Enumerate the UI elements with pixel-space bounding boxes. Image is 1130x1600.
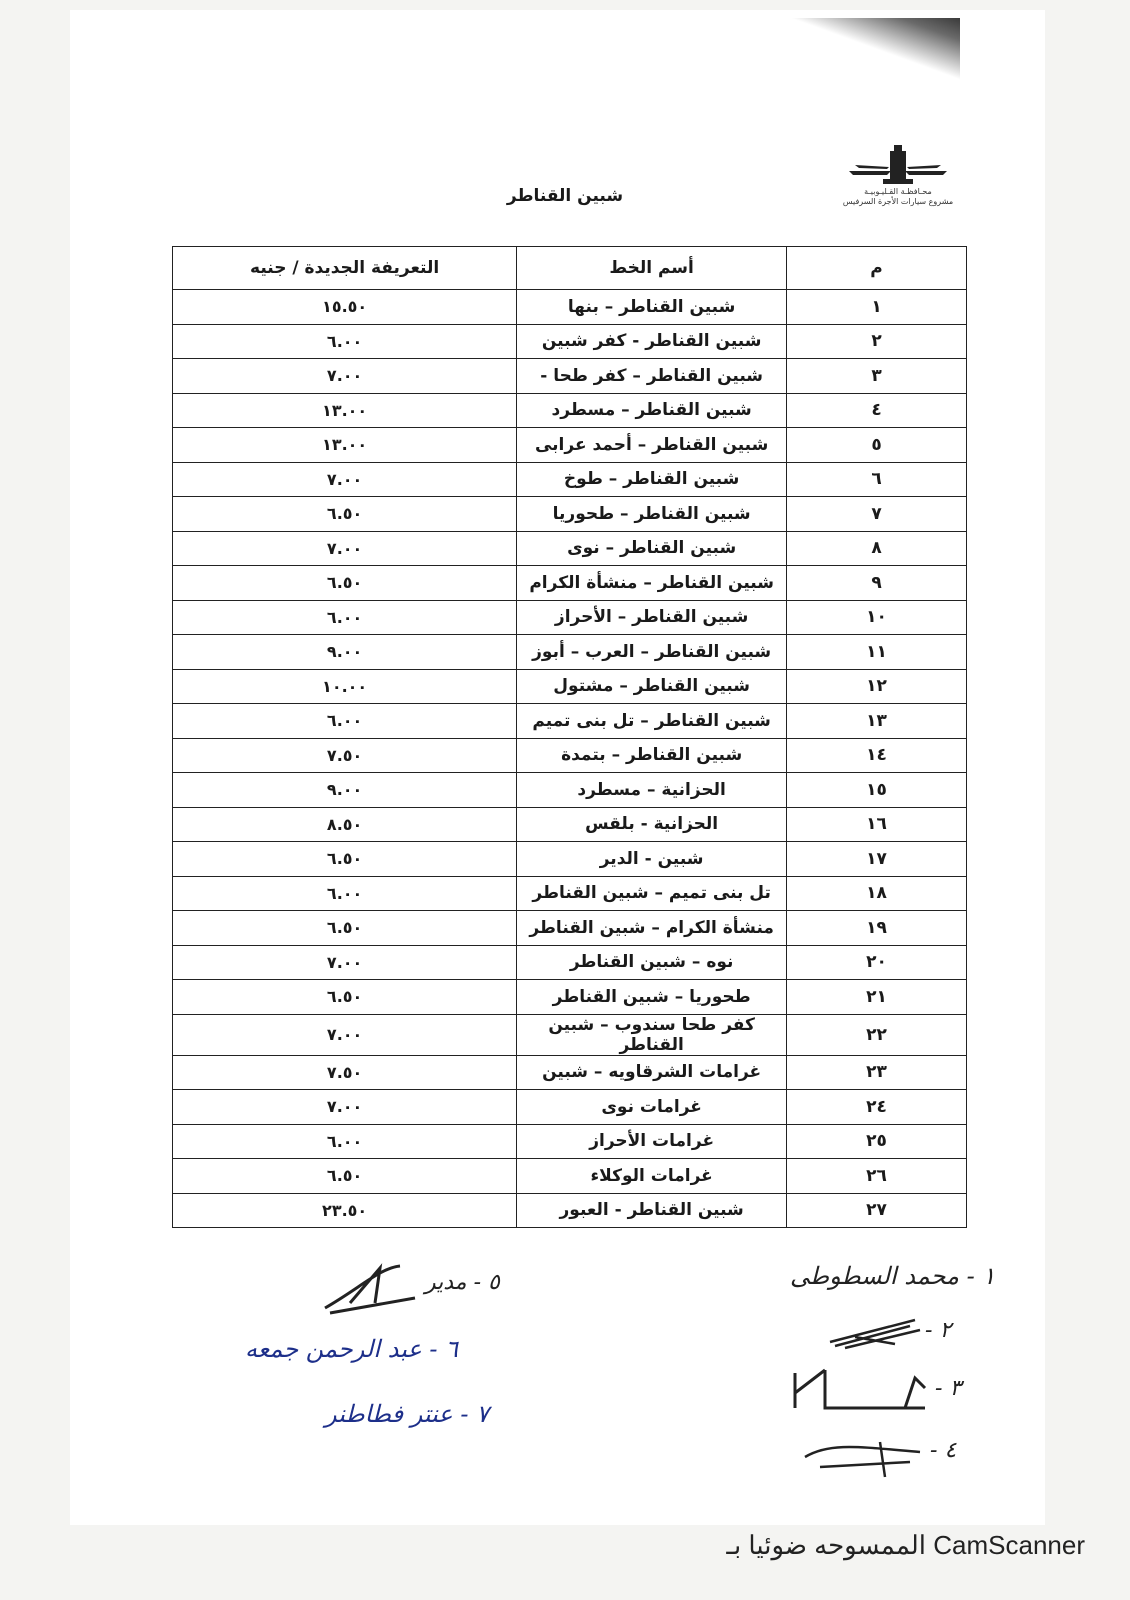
cell-fare: ٦.٥٠: [173, 980, 517, 1015]
cell-line-name: شبين القناطر – العرب – أبوز: [517, 635, 787, 670]
cell-fare: ٧.٥٠: [173, 1055, 517, 1090]
cell-number: ٦: [787, 462, 967, 497]
cell-fare: ٦.٥٠: [173, 566, 517, 601]
cell-line-name: شبين القناطر - العبور: [517, 1193, 787, 1228]
signature-2-label: ٢ -: [925, 1318, 952, 1343]
column-header-line-name: أسم الخط: [517, 247, 787, 290]
cell-fare: ٦.٥٠: [173, 1159, 517, 1194]
cell-line-name: نوه – شبين القناطر: [517, 945, 787, 980]
cell-fare: ٧.٠٠: [173, 531, 517, 566]
signature-7: ٧ - عنتر فطاطنر: [325, 1400, 489, 1428]
cell-line-name: شبين القناطر – نوى: [517, 531, 787, 566]
cell-fare: ٧.٠٠: [173, 359, 517, 394]
signature-5-scribble-icon: [320, 1258, 430, 1318]
cell-line-name: منشأة الكرام – شبين القناطر: [517, 911, 787, 946]
table-row: [173, 290, 967, 325]
cell-number: ١١: [787, 635, 967, 670]
signature-4-label: ٤ -: [930, 1438, 957, 1463]
table-row: [173, 635, 967, 670]
cell-number: ١٥: [787, 773, 967, 808]
cell-line-name: شبين القناطر – بتمدة: [517, 738, 787, 773]
logo-line-governorate: محـافظـة القـليـوبيـة: [864, 187, 932, 196]
table-row: [173, 669, 967, 704]
table-row: [173, 531, 967, 566]
camscanner-footer: الممسوحه ضوئيا بـ CamScanner: [726, 1530, 1085, 1560]
cell-fare: ٧.٥٠: [173, 738, 517, 773]
table-row: [173, 359, 967, 394]
cell-fare: ٦.٠٠: [173, 1124, 517, 1159]
table-row: [173, 1124, 967, 1159]
table-row: [173, 1090, 967, 1125]
signature-1: ١ - محمد السطوطى: [790, 1262, 996, 1290]
table-row: [173, 428, 967, 463]
cell-line-name: شبين القناطر – الأحراز: [517, 600, 787, 635]
cell-fare: ٦.٠٠: [173, 324, 517, 359]
table-row: [173, 876, 967, 911]
cell-fare: ٦.٠٠: [173, 704, 517, 739]
cell-fare: ٢٣.٥٠: [173, 1193, 517, 1228]
cell-number: ١٨: [787, 876, 967, 911]
cell-line-name: شبين القناطر - كفر شبين: [517, 324, 787, 359]
table-row: [173, 911, 967, 946]
cell-number: ٢٦: [787, 1159, 967, 1194]
cell-fare: ١٣.٠٠: [173, 428, 517, 463]
table-row: [173, 1055, 967, 1090]
cell-number: ١٩: [787, 911, 967, 946]
cell-number: ١٦: [787, 807, 967, 842]
table-row: [173, 393, 967, 428]
cell-line-name: غرامات الأحراز: [517, 1124, 787, 1159]
cell-fare: ٩.٠٠: [173, 773, 517, 808]
table-row: [173, 807, 967, 842]
cell-line-name: الحزانية – مسطرد: [517, 773, 787, 808]
table-row: [173, 945, 967, 980]
cell-line-name: شبين القناطر – مسطرد: [517, 393, 787, 428]
cell-number: ١٢: [787, 669, 967, 704]
cell-line-name: شبين القناطر – بنها: [517, 290, 787, 325]
cell-number: ٢١: [787, 980, 967, 1015]
table-row: [173, 980, 967, 1015]
cell-fare: ٦.٠٠: [173, 876, 517, 911]
cell-fare: ٦.٥٠: [173, 497, 517, 532]
cell-line-name: غرامات الشرقاويه – شبين: [517, 1055, 787, 1090]
table-row: [173, 1014, 967, 1055]
cell-fare: ٦.٠٠: [173, 600, 517, 635]
cell-fare: ٨.٥٠: [173, 807, 517, 842]
cell-fare: ١٠.٠٠: [173, 669, 517, 704]
cell-line-name: تل بنى تميم – شبين القناطر: [517, 876, 787, 911]
cell-number: ١٧: [787, 842, 967, 877]
cell-fare: ٧.٠٠: [173, 945, 517, 980]
cell-number: ٢٢: [787, 1014, 967, 1055]
column-header-new-fare: التعريفة الجديدة / جنيه: [173, 247, 517, 290]
signature-5-label: ٥ - مدير: [425, 1270, 500, 1295]
logo-line-project: مشروع سيارات الأجرة السرفيس: [842, 197, 954, 206]
signature-3-label: ٣ -: [935, 1376, 962, 1401]
cell-fare: ١٣.٠٠: [173, 393, 517, 428]
cell-line-name: الحزانية - بلقس: [517, 807, 787, 842]
cell-fare: ٦.٥٠: [173, 911, 517, 946]
governorate-logo: [838, 145, 958, 217]
page-fold-shadow: [740, 18, 960, 158]
cell-number: ٤: [787, 393, 967, 428]
cell-number: ٢٧: [787, 1193, 967, 1228]
signature-3-scribble-icon: [785, 1358, 935, 1418]
cell-line-name: شبين القناطر – منشأة الكرام: [517, 566, 787, 601]
table-row: [173, 462, 967, 497]
table-row: [173, 1193, 967, 1228]
cell-line-name: شبين القناطر – مشتول: [517, 669, 787, 704]
cell-fare: ١٥.٥٠: [173, 290, 517, 325]
cell-line-name: شبين القناطر – طحوريا: [517, 497, 787, 532]
cell-fare: ٧.٠٠: [173, 1014, 517, 1055]
cell-line-name: شبين القناطر – أحمد عرابى: [517, 428, 787, 463]
cell-number: ١: [787, 290, 967, 325]
cell-number: ٥: [787, 428, 967, 463]
cell-fare: ٩.٠٠: [173, 635, 517, 670]
table-row: [173, 704, 967, 739]
signature-4-scribble-icon: [800, 1432, 930, 1482]
cell-number: ٢: [787, 324, 967, 359]
eagle-emblem-icon: [843, 145, 953, 187]
cell-line-name: غرامات الوكلاء: [517, 1159, 787, 1194]
table-row: [173, 773, 967, 808]
fares-table: [172, 246, 967, 1228]
cell-number: ٩: [787, 566, 967, 601]
cell-fare: ٧.٠٠: [173, 462, 517, 497]
table-row: [173, 1159, 967, 1194]
signature-2-scribble-icon: [825, 1312, 925, 1352]
cell-line-name: كفر طحا سندوب – شبين القناطر: [517, 1014, 787, 1055]
cell-line-name: طحوريا – شبين القناطر: [517, 980, 787, 1015]
table-body: [173, 290, 967, 1228]
table-row: [173, 842, 967, 877]
cell-number: ١٠: [787, 600, 967, 635]
cell-number: ١٤: [787, 738, 967, 773]
table-row: [173, 566, 967, 601]
cell-number: ٣: [787, 359, 967, 394]
table-row: [173, 324, 967, 359]
table-header-row: [173, 247, 967, 290]
cell-fare: ٧.٠٠: [173, 1090, 517, 1125]
cell-line-name: شبين - الدير: [517, 842, 787, 877]
cell-number: ٢٠: [787, 945, 967, 980]
cell-number: ٧: [787, 497, 967, 532]
cell-number: ٨: [787, 531, 967, 566]
cell-line-name: شبين القناطر – تل بنى تميم: [517, 704, 787, 739]
column-header-number: م: [787, 247, 967, 290]
cell-number: ١٣: [787, 704, 967, 739]
cell-number: ٢٤: [787, 1090, 967, 1125]
signature-6: ٦ - عبد الرحمن جمعه: [245, 1335, 459, 1363]
page-title: شبين القناطر: [506, 186, 624, 206]
cell-line-name: شبين القناطر – كفر طحا -: [517, 359, 787, 394]
cell-line-name: غرامات نوى: [517, 1090, 787, 1125]
cell-number: ٢٣: [787, 1055, 967, 1090]
table-row: [173, 600, 967, 635]
cell-line-name: شبين القناطر – طوخ: [517, 462, 787, 497]
table-row: [173, 497, 967, 532]
cell-fare: ٦.٥٠: [173, 842, 517, 877]
cell-number: ٢٥: [787, 1124, 967, 1159]
table-row: [173, 738, 967, 773]
